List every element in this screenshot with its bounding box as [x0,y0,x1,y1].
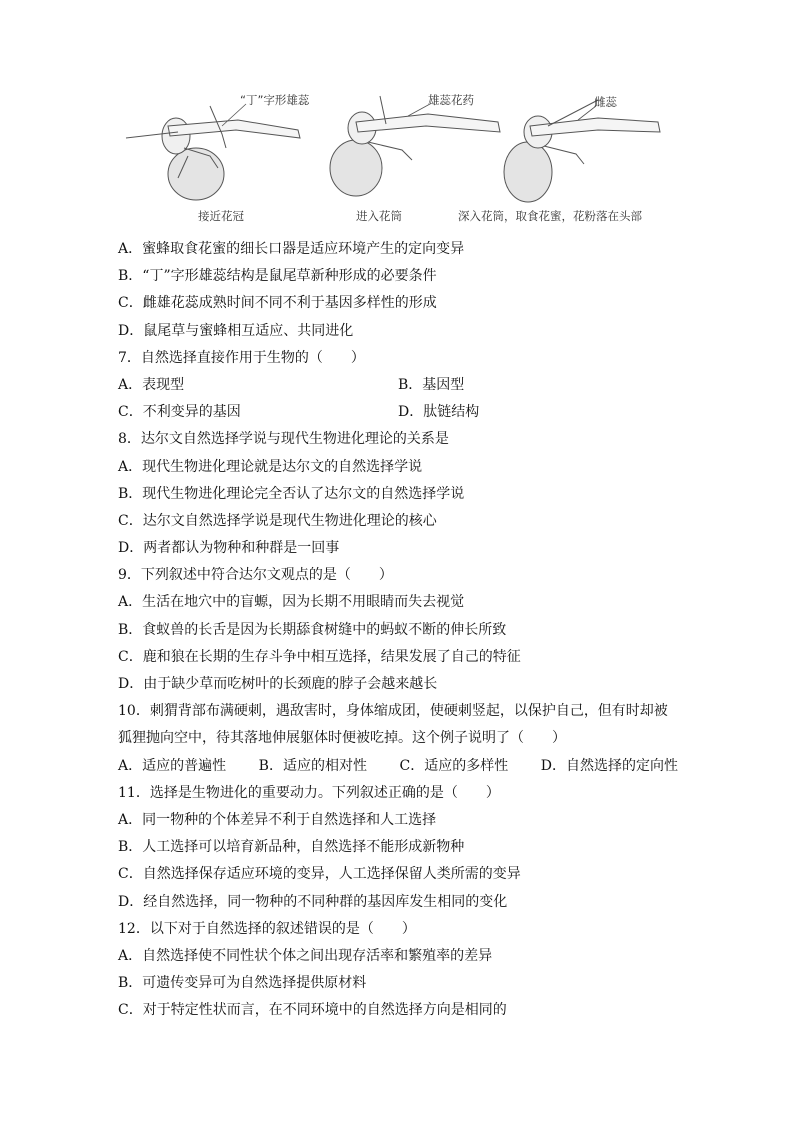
q6-option-c: C．雌雄花蕊成熟时间不同不利于基因多样性的形成 [118,295,437,312]
q12-option-a: A．自然选择使不同性状个体之间出现存活率和繁殖率的差异 [118,947,493,964]
q9-option-d: D．由于缺少草而吃树叶的长颈鹿的脖子会越来越长 [118,676,438,692]
q11-stem: 11．选择是生物进化的重要动力。下列叙述正确的是（ ） [118,784,500,801]
q12-option-c: C．对于特定性状而言，在不同环境中的自然选择方向是相同的 [118,1002,507,1019]
q10-option-d: D．自然选择的定向性 [540,757,678,774]
q9-option-c: C．鹿和狼在长期的生存斗争中相互选择，结果发展了自己的特征 [118,648,521,665]
q10-stem-line-1: 10．刺猬背部布满硬刺，遇敌害时，身体缩成团，使硬刺竖起，以保护自己，但有时却被 [118,703,668,720]
figure-caption-2: 进入花筒 [356,209,402,223]
q11-option-b: B．人工选择可以培育新品种，自然选择不能形成新物种 [118,839,465,856]
q7-options-row-1 [118,372,678,399]
q10-option-c: C．适应的多样性 [399,757,509,774]
q10-option-a: A．适应的普遍性 [118,757,227,774]
q7-option-b: B．基因型 [398,376,465,393]
q7-option-c: C．不利变异的基因 [118,404,241,421]
figure-label-pistil: 雌蕊 [594,95,617,109]
q11-option-d: D．经自然选择，同一物种的不同种群的基因库发生相同的变化 [118,893,508,910]
figure-caption-3: 深入花筒，取食花蜜，花粉落在头部 [458,209,642,223]
figure-label-anther: 雄蕊花药 [428,93,474,107]
q7-option-a: A．表现型 [118,376,185,393]
q9-stem: 9．下列叙述中符合达尔文观点的是（ ） [118,567,393,584]
q6-option-a: A．蜜蜂取食花蜜的细长口器是适应环境产生的定向变异 [118,241,465,257]
q8-option-a: A．现代生物进化理论就是达尔文的自然选择学说 [118,458,423,475]
q6-option-b: B．“丁”字形雄蕊结构是鼠尾草新种形成的必要条件 [118,268,437,285]
bee-stage-1 [126,106,300,200]
q9-option-b: B．食蚁兽的长舌是因为长期舔食树缝中的蚂蚁不断的伸长所致 [118,621,507,638]
q8-option-b: B．现代生物进化理论完全否认了达尔文的自然选择学说 [118,485,465,502]
q8-option-c: C．达尔文自然选择学说是现代生物进化理论的核心 [118,512,437,529]
q8-option-d: D．两者都认为物种和种群是一回事 [118,540,340,557]
q10-option-b: B．适应的相对性 [258,757,367,774]
q7-stem: 7．自然选择直接作用于生物的（ ） [118,349,365,366]
bee-stage-3 [504,100,660,202]
bee-pollination-illustration [118,86,678,231]
bee-stage-2 [330,96,500,196]
figure-label-stamen: “丁”字形雄蕊 [240,93,310,107]
q6-option-d: D．鼠尾草与蜜蜂相互适应、共同进化 [118,322,354,339]
q10-stem-line-2: 狐狸抛向空中，待其落地伸展躯体时便被吃掉。这个例子说明了（ ） [118,730,566,747]
q11-option-c: C．自然选择保存适应环境的变异，人工选择保留人类所需的变异 [118,866,521,883]
q7-options-row-2 [118,399,678,426]
q9-option-a: A．生活在地穴中的盲螈，因为长期不用眼睛而失去视觉 [118,594,465,611]
question-list [118,236,678,1024]
figure-caption-1: 接近花冠 [198,209,244,223]
bee-sage-figure [118,86,678,231]
q10-options-row [118,753,678,780]
q12-stem: 12．以下对于自然选择的叙述错误的是（ ） [118,920,416,937]
q7-option-d: D．肽链结构 [398,404,480,421]
q12-option-b: B．可遗传变异可为自然选择提供原材料 [118,975,367,992]
q8-stem: 8．达尔文自然选择学说与现代生物进化理论的关系是 [118,431,449,448]
q11-option-a: A．同一物种的个体差异不利于自然选择和人工选择 [118,811,437,828]
